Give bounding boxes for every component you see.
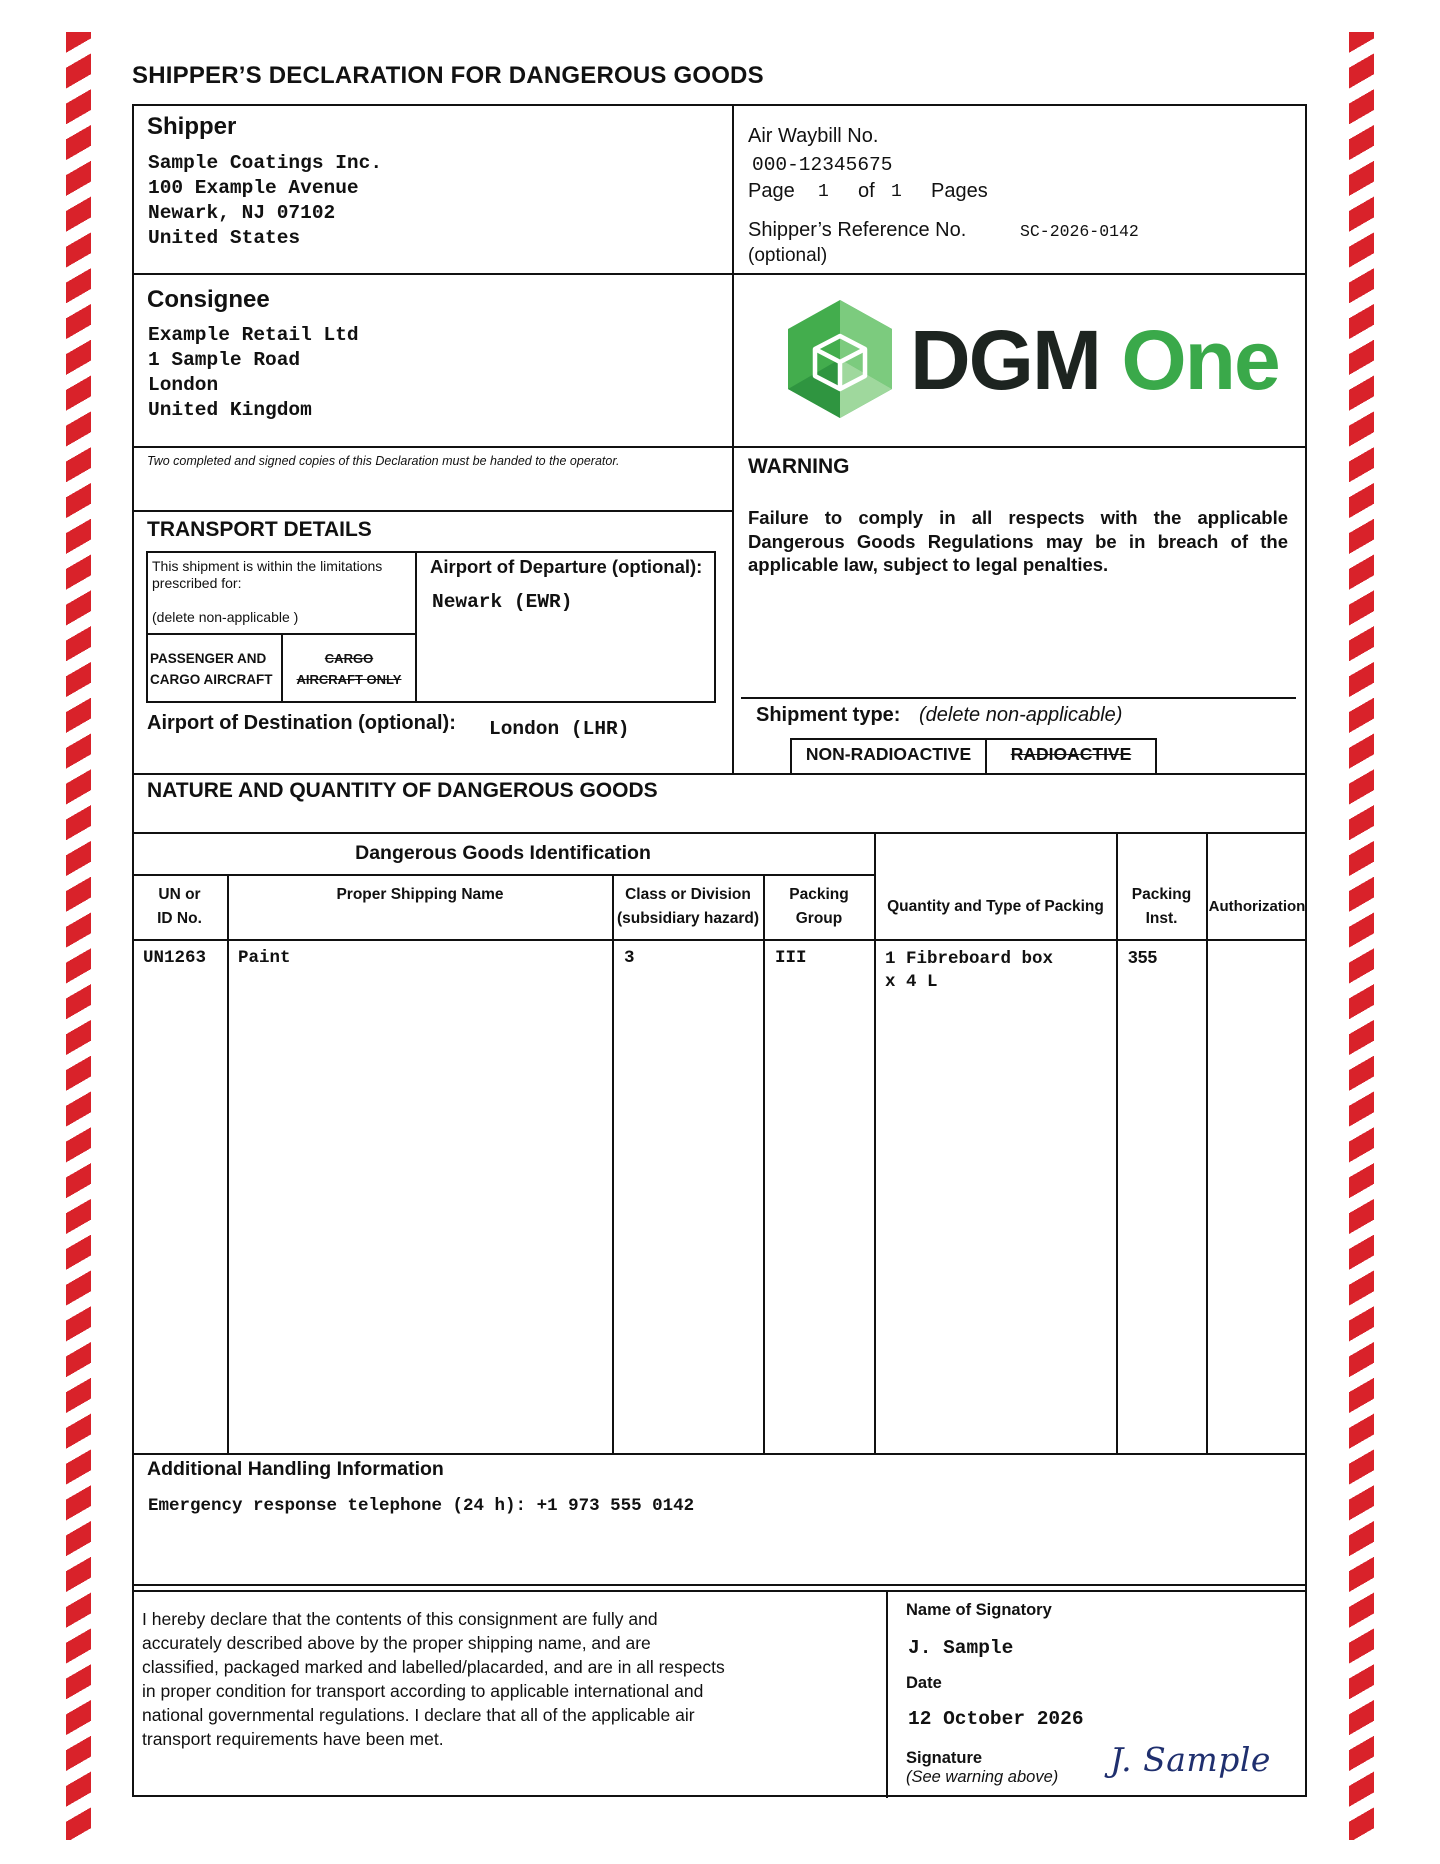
signatory-name-value: J. Sample [908,1637,1014,1659]
row-divider-2 [132,446,1307,448]
col-header-pi-line-2: Inst. [1145,910,1178,927]
consignee-line: Example Retail Ltd [148,324,359,346]
option-passenger-cargo-aircraft[interactable]: PASSENGER AND CARGO AIRCRAFT [150,651,273,687]
shipper-line: 100 Example Avenue [148,177,359,199]
cell-quantity-line-2: x 4 L [885,972,938,992]
handling-label: Additional Handling Information [147,1458,444,1480]
cell-packing-group: III [775,948,807,968]
handling-bottom-line-1 [132,1584,1307,1586]
page-count: 1 [891,182,902,202]
consignee-line: London [148,374,219,396]
col-divider-psn [612,874,614,1454]
limitations-text: This shipment is within the limitations prescribed for: [152,558,383,591]
handwritten-signature: J. Sample [1110,1740,1271,1779]
row-divider-1 [132,273,1307,275]
col-header-un-line-1: UN or [158,886,201,903]
dgm-one-logo-icon [786,298,894,420]
signatory-name-label: Name of Signatory [906,1601,1052,1619]
col-header-packing-inst [1117,883,1206,931]
consignee-line: 1 Sample Road [148,349,301,371]
col-divider-pi [1206,832,1208,1454]
page-label: Page [748,180,795,202]
departure-value: Newark (EWR) [432,591,573,613]
date-value: 12 October 2026 [908,1708,1084,1730]
shipment-type-note: (delete non-applicable) [919,704,1123,726]
cell-class: 3 [624,948,635,968]
shipper-reference-label: Shipper’s Reference No. [748,219,967,241]
signature-note: (See warning above) [906,1768,1059,1786]
document-title: SHIPPER’S DECLARATION FOR DANGEROUS GOODS [132,62,764,89]
hazard-stripe-right [1349,32,1374,1840]
copies-note: Two completed and signed copies of this Declaration must be handed to the operator. [147,454,620,468]
nature-quantity-title: NATURE AND QUANTITY OF DANGEROUS GOODS [147,779,658,802]
col-header-class-line-1: Class or Division [625,886,751,903]
col-header-pg-line-2: Group [795,910,843,927]
shipper-label: Shipper [147,113,237,140]
table-top-line [132,832,1307,834]
col-divider-pg [874,832,876,1454]
transport-box-divider [415,551,417,703]
consignee-address [148,323,359,423]
dg-identification-title: Dangerous Goods Identification [355,842,651,864]
option-non-radioactive[interactable]: NON-RADIOACTIVE [805,744,972,764]
col-header-class-division [613,883,763,931]
cell-quantity-type [885,948,1053,994]
warning-underline [741,697,1296,699]
row-divider-transport [132,510,733,512]
col-header-quantity-type: Quantity and Type of Packing [887,898,1104,915]
col-header-proper-shipping-name: Proper Shipping Name [336,886,504,903]
handling-bottom-line-2 [132,1590,1307,1592]
col-header-un-line-2: ID No. [157,910,202,927]
shipper-line: Newark, NJ 07102 [148,202,336,224]
air-waybill-label: Air Waybill No. [748,125,879,147]
shipper-reference-optional: (optional) [748,245,828,266]
top-divider [732,104,734,774]
cell-un-number: UN1263 [143,948,207,968]
pages-label: Pages [931,180,988,202]
signatory-divider [886,1590,888,1798]
warning-text: Failure to comply in all respects with the applicable Dangerous Goods Regulations may be in breach of the applicable law, subject to legal penalties. [748,507,1288,575]
declaration-text: I hereby declare that the contents of this consignment are fully and accurately described above by the proper shipping name, and are classified, packaged marked and labelled/placarded, and are in all respects in proper condition for transport according to applicable international and national governmental regulations. I declare that all of the applicable air transport requirements have been met. [142,1609,725,1749]
option-cargo-aircraft-only[interactable] [284,648,414,690]
air-waybill-number: 000-12345675 [752,154,893,176]
shipment-type-label: Shipment type: [756,704,901,726]
logo-word-one: One [1121,313,1279,407]
col-header-packing-group [764,883,874,931]
signature-label: Signature [906,1749,983,1767]
consignee-line: United Kingdom [148,399,312,421]
warning-title: WARNING [748,455,850,478]
col-divider-un [227,874,229,1454]
shipper-address [148,151,382,251]
transport-details-title: TRANSPORT DETAILS [147,518,372,541]
col-header-class-line-2: (subsidiary hazard) [616,910,760,927]
shipper-line: Sample Coatings Inc. [148,152,383,174]
logo-word-dgm: DGM [910,313,1100,407]
cargo-option-line-1: CARGO [324,651,374,666]
shipper-line: United States [148,227,301,249]
cell-proper-shipping-name: Paint [238,948,291,968]
dgm-one-wordmark [910,310,1279,410]
cell-quantity-line-1: 1 Fibreboard box [885,949,1054,969]
col-header-authorization: Authorization [1208,898,1306,915]
shipper-reference-value: SC-2026-0142 [1020,222,1139,241]
departure-label: Airport of Departure (optional): [430,556,703,577]
page-number: 1 [818,182,829,202]
col-header-un-id [132,883,227,931]
cargo-option-line-2: AIRCRAFT ONLY [296,672,402,687]
destination-value: London (LHR) [489,718,630,740]
limitations-delete-note: (delete non-applicable ) [152,609,299,625]
option-radioactive[interactable]: RADIOACTIVE [1010,744,1132,764]
handling-text: Emergency response telephone (24 h): +1 973 555 0142 [148,1496,695,1516]
destination-label: Airport of Destination (optional): [147,712,456,734]
hazard-stripe-left [66,32,91,1840]
date-label: Date [906,1674,942,1692]
cell-packing-inst: 355 [1128,947,1158,967]
of-label: of [858,180,875,202]
col-divider-class [763,874,765,1454]
col-header-pi-line-1: Packing [1131,886,1192,903]
aircraft-option-divider [281,633,283,703]
table-bottom-line [132,1453,1307,1455]
table-header-bottom [132,939,1307,941]
consignee-label: Consignee [147,286,270,313]
col-header-pg-line-1: Packing [789,886,849,903]
